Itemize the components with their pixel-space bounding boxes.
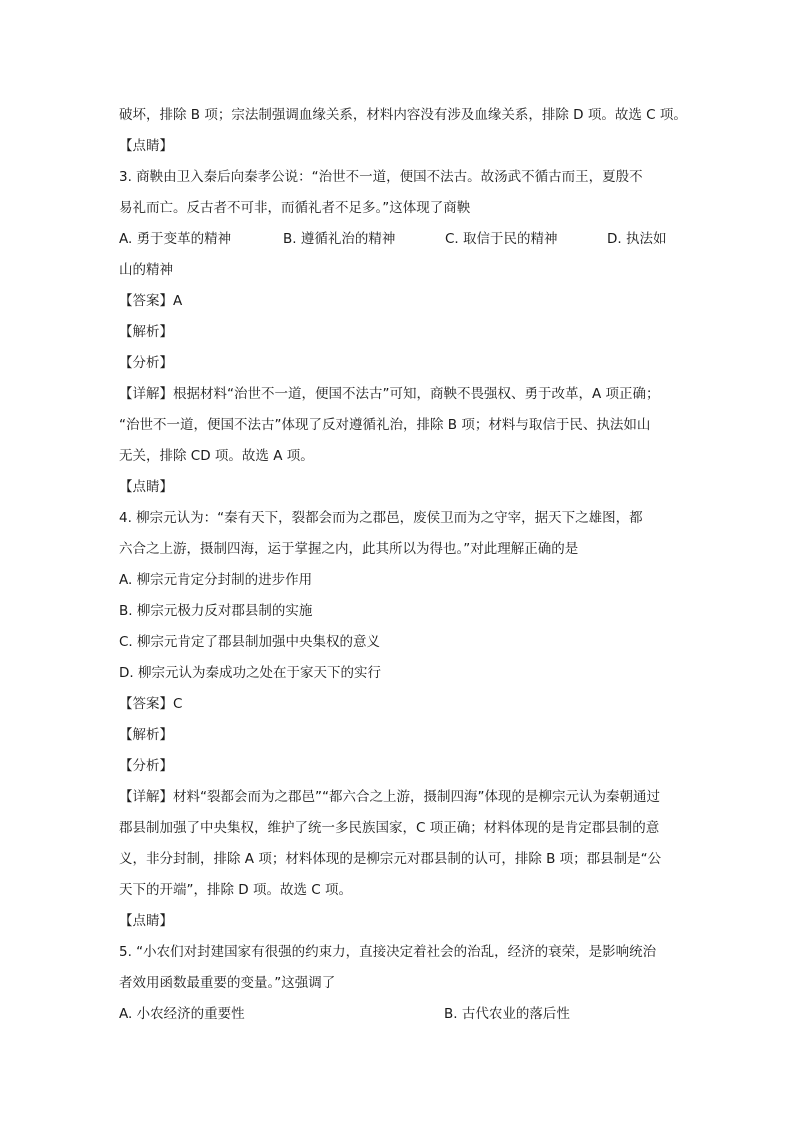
q3-stem-line-1: 3. 商鞅由卫入秦后向秦孝公说：“治世不一道，便国不法古。故汤武不循古而王，夏殷不 [119,169,643,185]
q4-dianjing-label: 【点睛】 [119,913,173,929]
q3-answer-label: 【答案】 [119,293,173,309]
q4-option-b: B. 柳宗元极力反对郡县制的实施 [119,603,313,619]
q5-stem-line-2: 者效用函数最重要的变量。”这强调了 [119,975,336,991]
q3-stem-line-2: 易礼而亡。反古者不可非，而循礼者不足多。”这体现了商鞅 [119,200,471,216]
q4-stem-line-2: 六合之上游，摄制四海，运于掌握之内，此其所以为得也。”对此理解正确的是 [119,541,579,557]
q3-option-d: D. 执法如 [607,231,667,247]
q4-xiangjie-line-3: 义，非分封制，排除 A 项；材料体现的是柳宗元对郡县制的认可，排除 B 项；郡县制是“公 [119,851,662,867]
q4-answer-value: C [173,696,183,712]
q3-jiexi-label: 【解析】 [119,324,173,340]
q2-explanation-tail: 破坏，排除 B 项；宗法制强调血缘关系，材料内容没有涉及血缘关系，排除 D 项。故选 C 项。 [119,107,687,123]
q4-option-c: C. 柳宗元肯定了郡县制加强中央集权的意义 [119,634,381,650]
q4-xiangjie-line-1 [119,782,679,813]
exam-page [119,100,687,1030]
q3-answer [119,286,679,317]
q3-answer-value: A [173,293,183,309]
q4-xiangjie-line-4: 天下的开端”，排除 D 项。故选 C 项。 [119,882,352,898]
q4-stem-line-1: 4. 柳宗元认为：“秦有天下，裂都会而为之郡邑，废侯卫而为之守宰，据天下之雄图，都 [119,510,643,526]
q4-jiexi-label: 【解析】 [119,727,173,743]
q3-dianjing-label: 【点睛】 [119,479,173,495]
q4-option-a: A. 柳宗元肯定分封制的进步作用 [119,572,313,588]
q2-dianjing-label: 【点睛】 [119,138,173,154]
q4-fenxi-label: 【分析】 [119,758,173,774]
q3-xiangjie-label: 【详解】 [119,386,173,402]
q4-option-d: D. 柳宗元认为秦成功之处在于家天下的实行 [119,665,381,681]
q3-option-c: C. 取信于民的精神 [445,231,558,247]
q3-fenxi-label: 【分析】 [119,355,173,371]
q3-xiangjie-line-3: 无关，排除 CD 项。故选 A 项。 [119,448,314,464]
q3-xiangjie-line-2: “治世不一道，便国不法古”体现了反对遵循礼治，排除 B 项；材料与取信于民、执法如山 [119,417,651,433]
q3-option-d-wrap: 山的精神 [119,262,173,278]
q4-xiangjie-text-1: 材料“裂都会而为之郡邑”“都六合之上游，摄制四海”体现的是柳宗元认为秦朝通过 [173,789,660,805]
q3-xiangjie-line-1 [119,379,679,410]
q5-option-a: A. 小农经济的重要性 [119,1006,245,1022]
q4-xiangjie-line-2: 郡县制加强了中央集权，维护了统一多民族国家，C 项正确；材料体现的是肯定郡县制的意 [119,820,660,836]
q3-xiangjie-text-1: 根据材料“治世不一道，便国不法古”可知，商鞅不畏强权、勇于改革，A 项正确； [173,386,660,402]
q5-options [119,999,679,1030]
q3-options [119,224,679,255]
q4-answer-label: 【答案】 [119,696,173,712]
q5-stem-line-1: 5. “小农们对封建国家有很强的约束力，直接决定着社会的治乱，经济的衰荣，是影响统治 [119,944,657,960]
q3-option-a: A. 勇于变革的精神 [119,231,232,247]
q4-answer [119,689,679,720]
q4-xiangjie-label: 【详解】 [119,789,173,805]
q5-option-b: B. 古代农业的落后性 [444,1006,570,1022]
q3-option-b: B. 遵循礼治的精神 [283,231,396,247]
